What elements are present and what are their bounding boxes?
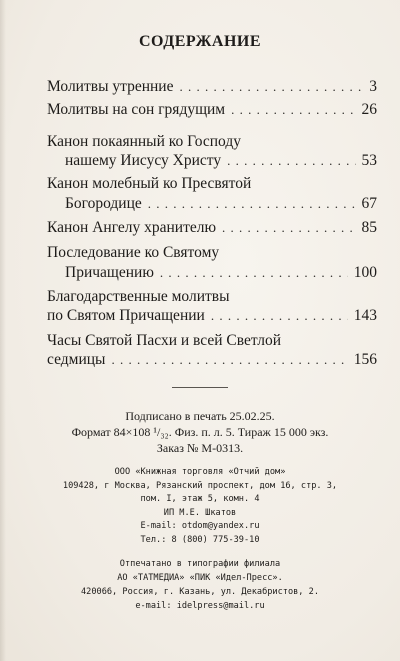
toc-page-number: 67 — [361, 195, 377, 212]
publisher-line: ООО «Книжная торговля «Отчий дом» — [114, 467, 286, 477]
toc-entry-label: Канон Ангелу хранителю — [47, 219, 217, 236]
publisher-line: 109428, г Москва, Рязанский проспект, дом 16, стр. 3, — [62, 481, 338, 491]
toc-leader-dots — [160, 263, 348, 283]
toc-entry-communion-rule-line1: Последование ко Святому — [47, 244, 220, 261]
toc-leader-dots — [231, 100, 355, 120]
publisher-line: Тел.: 8 (800) 775-39-10 — [140, 535, 260, 545]
toc-page-number: 53 — [361, 152, 377, 169]
publisher-line: ИП М.Е. Шкатов — [163, 508, 237, 518]
toc-page-number: 26 — [361, 101, 377, 118]
toc-page-number: 156 — [353, 351, 377, 368]
toc-entry-label: Молитвы на сон грядущим — [47, 101, 226, 118]
toc-entry-label: нашему Иисусу Христу — [65, 152, 222, 169]
toc-page-number: 3 — [369, 78, 377, 95]
printer-line: e-mail: idelpress@mail.ru — [135, 601, 265, 611]
toc-entry-theotokos-canon-line1: Канон молебный ко Пресвятой — [47, 175, 252, 192]
toc-entry-label: Причащению — [65, 264, 154, 281]
toc-entry-repentance-canon — [47, 151, 377, 171]
publisher-line: пом. I, этаж 5, комн. 4 — [140, 494, 260, 504]
imprint-signed: Подписано в печать 25.02.25. — [125, 409, 275, 423]
toc-leader-dots — [148, 194, 356, 214]
printer-line: АО «ТАТМЕДИА» «ПИК «Идел-Пресс». — [117, 573, 283, 583]
toc-leader-dots — [222, 218, 355, 238]
toc-leader-dots — [179, 77, 363, 97]
toc-entry-paschal-hours-line1: Часы Святой Пасхи и всей Светлой — [47, 332, 281, 349]
toc-entry-evening-prayers — [47, 100, 377, 120]
toc-entry-label: Богородице — [65, 195, 142, 212]
toc-entry-thanksgiving — [47, 306, 377, 326]
toc-entry-label: седмицы — [47, 351, 106, 368]
imprint-order: Заказ № М-0313. — [156, 441, 244, 455]
toc-page-number: 85 — [361, 219, 377, 236]
publisher-line: E-mail: otdom@yandex.ru — [140, 521, 260, 531]
toc-page-number: 100 — [353, 264, 377, 281]
toc-entry-repentance-canon-line1: Канон покаянный ко Господу — [47, 133, 241, 150]
toc-entry-communion-rule — [47, 263, 377, 283]
toc-entry-label: по Святом Причащении — [47, 307, 205, 324]
toc-leader-dots — [211, 306, 348, 326]
toc-entry-thanksgiving-line1: Благодарственные молитвы — [47, 288, 230, 305]
toc-leader-dots — [227, 151, 355, 171]
toc-entry-theotokos-canon — [47, 194, 377, 214]
toc-entry-guardian-angel-canon — [47, 218, 377, 238]
toc-entry-morning-prayers — [47, 77, 377, 97]
page-title: СОДЕРЖАНИЕ — [138, 33, 262, 50]
toc-entry-label: Молитвы утренние — [47, 78, 174, 95]
toc-entry-paschal-hours — [47, 350, 377, 370]
printer-line: 420066, Россия, г. Казань, ул. Декабристов, 2. — [81, 587, 319, 597]
section-divider — [172, 387, 228, 388]
imprint-format: Формат 84×108 ¹/₃₂. Физ. п. л. 5. Тираж 15 000 экз. — [71, 425, 329, 439]
toc-leader-dots — [111, 350, 347, 370]
toc-page-number: 143 — [353, 307, 377, 324]
printer-line: Отпечатано в типографии филиала — [119, 559, 281, 569]
